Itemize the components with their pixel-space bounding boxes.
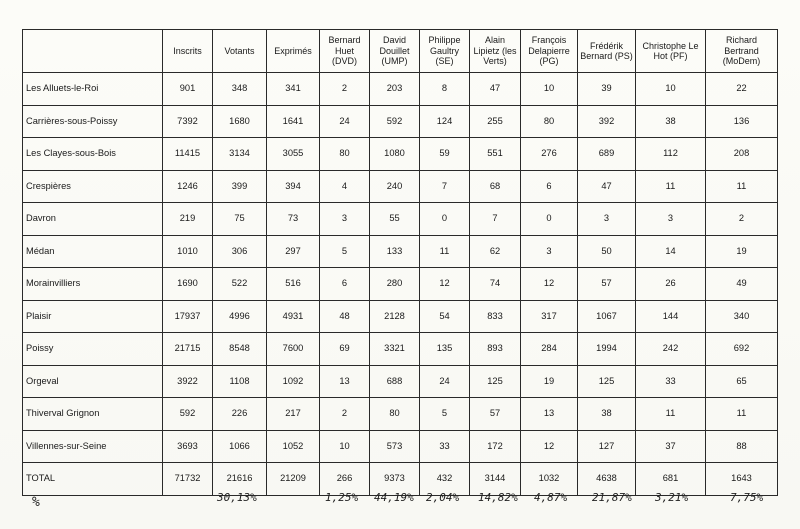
- cell-delapierre: 3: [521, 235, 578, 268]
- percent-gaultry: 2,04%: [426, 491, 460, 504]
- cell-votants: 75: [213, 203, 267, 236]
- cell-exprimes: 4931: [267, 300, 320, 333]
- cell-bertrand: 208: [706, 138, 778, 171]
- cell-inscrits: 7392: [163, 105, 213, 138]
- cell-inscrits: 21715: [163, 333, 213, 366]
- cell-bernard: 57: [578, 268, 636, 301]
- cell-douillet: 240: [370, 170, 420, 203]
- cell-inscrits: 3922: [163, 365, 213, 398]
- cell-bertrand: 11: [706, 170, 778, 203]
- results-table: [22, 29, 778, 496]
- header-lipietz: Alain Lipietz (les Verts): [470, 30, 521, 73]
- cell-gaultry: 8: [420, 73, 470, 106]
- table-row: [23, 105, 778, 138]
- cell-lipietz: 68: [470, 170, 521, 203]
- cell-commune: Poissy: [23, 333, 163, 366]
- cell-lehot: 11: [636, 398, 706, 431]
- cell-bernard: 392: [578, 105, 636, 138]
- header-lehot: Christophe Le Hot (PF): [636, 30, 706, 73]
- cell-exprimes: 73: [267, 203, 320, 236]
- cell-bernard: 3: [578, 203, 636, 236]
- cell-delapierre: 276: [521, 138, 578, 171]
- header-gaultry: Philippe Gaultry (SE): [420, 30, 470, 73]
- table-row: [23, 365, 778, 398]
- cell-delapierre: 80: [521, 105, 578, 138]
- cell-gaultry: 5: [420, 398, 470, 431]
- cell-commune: Les Clayes-sous-Bois: [23, 138, 163, 171]
- cell-lehot: 11: [636, 170, 706, 203]
- cell-lipietz: 551: [470, 138, 521, 171]
- cell-lipietz: 255: [470, 105, 521, 138]
- cell-bernard: 127: [578, 430, 636, 463]
- cell-douillet: 1080: [370, 138, 420, 171]
- cell-lehot: 38: [636, 105, 706, 138]
- cell-huet: 266: [320, 463, 370, 496]
- cell-votants: 1108: [213, 365, 267, 398]
- percent-delapierre: 4,87%: [534, 491, 568, 504]
- cell-lipietz: 125: [470, 365, 521, 398]
- cell-bertrand: 692: [706, 333, 778, 366]
- percent-label: %: [32, 495, 40, 510]
- cell-bernard: 50: [578, 235, 636, 268]
- cell-inscrits: 11415: [163, 138, 213, 171]
- cell-inscrits: 1690: [163, 268, 213, 301]
- header-douillet: David Douillet (UMP): [370, 30, 420, 73]
- cell-bertrand: 1643: [706, 463, 778, 496]
- cell-huet: 69: [320, 333, 370, 366]
- cell-huet: 2: [320, 73, 370, 106]
- cell-lehot: 37: [636, 430, 706, 463]
- header-bertrand: Richard Bertrand (MoDem): [706, 30, 778, 73]
- cell-bernard: 1067: [578, 300, 636, 333]
- cell-lehot: 681: [636, 463, 706, 496]
- header-exprimes: Exprimés: [267, 30, 320, 73]
- header-row: [23, 30, 778, 73]
- cell-exprimes: 1641: [267, 105, 320, 138]
- table-row: [23, 268, 778, 301]
- percent-votants: 30,13%: [217, 491, 257, 504]
- cell-exprimes: 1052: [267, 430, 320, 463]
- cell-votants: 4996: [213, 300, 267, 333]
- cell-huet: 3: [320, 203, 370, 236]
- cell-lehot: 14: [636, 235, 706, 268]
- cell-commune: Morainvilliers: [23, 268, 163, 301]
- cell-exprimes: 341: [267, 73, 320, 106]
- cell-bernard: 689: [578, 138, 636, 171]
- cell-commune: Médan: [23, 235, 163, 268]
- cell-douillet: 203: [370, 73, 420, 106]
- cell-delapierre: 12: [521, 430, 578, 463]
- cell-delapierre: 10: [521, 73, 578, 106]
- cell-douillet: 688: [370, 365, 420, 398]
- cell-bertrand: 11: [706, 398, 778, 431]
- cell-douillet: 2128: [370, 300, 420, 333]
- cell-huet: 2: [320, 398, 370, 431]
- cell-lehot: 242: [636, 333, 706, 366]
- cell-gaultry: 33: [420, 430, 470, 463]
- cell-gaultry: 24: [420, 365, 470, 398]
- cell-commune: Orgeval: [23, 365, 163, 398]
- cell-huet: 13: [320, 365, 370, 398]
- cell-gaultry: 54: [420, 300, 470, 333]
- cell-inscrits: 901: [163, 73, 213, 106]
- cell-bertrand: 49: [706, 268, 778, 301]
- cell-douillet: 80: [370, 398, 420, 431]
- header-votants: Votants: [213, 30, 267, 73]
- cell-commune: Villennes-sur-Seine: [23, 430, 163, 463]
- table-row: [23, 235, 778, 268]
- cell-inscrits: 219: [163, 203, 213, 236]
- cell-douillet: 3321: [370, 333, 420, 366]
- cell-lehot: 10: [636, 73, 706, 106]
- cell-exprimes: 3055: [267, 138, 320, 171]
- cell-exprimes: 217: [267, 398, 320, 431]
- header-bernard: Frédérik Bernard (PS): [578, 30, 636, 73]
- cell-votants: 348: [213, 73, 267, 106]
- cell-inscrits: 1010: [163, 235, 213, 268]
- percent-bertrand: 7,75%: [730, 491, 764, 504]
- cell-lipietz: 47: [470, 73, 521, 106]
- cell-lipietz: 833: [470, 300, 521, 333]
- cell-commune: Les Alluets-le-Roi: [23, 73, 163, 106]
- header-huet: Bernard Huet (DVD): [320, 30, 370, 73]
- table-row: [23, 203, 778, 236]
- cell-inscrits: 1246: [163, 170, 213, 203]
- cell-lehot: 26: [636, 268, 706, 301]
- percentages-row: [22, 489, 777, 513]
- cell-huet: 4: [320, 170, 370, 203]
- cell-bernard: 38: [578, 398, 636, 431]
- cell-delapierre: 0: [521, 203, 578, 236]
- cell-gaultry: 432: [420, 463, 470, 496]
- cell-delapierre: 317: [521, 300, 578, 333]
- cell-commune: Thiverval Grignon: [23, 398, 163, 431]
- cell-lipietz: 893: [470, 333, 521, 366]
- cell-bertrand: 2: [706, 203, 778, 236]
- percent-bernard: 21,87%: [592, 491, 632, 504]
- cell-bertrand: 136: [706, 105, 778, 138]
- cell-bernard: 1994: [578, 333, 636, 366]
- cell-lipietz: 7: [470, 203, 521, 236]
- header-commune: [23, 30, 163, 73]
- cell-inscrits: 17937: [163, 300, 213, 333]
- percent-douillet: 44,19%: [374, 491, 414, 504]
- cell-votants: 1680: [213, 105, 267, 138]
- cell-huet: 6: [320, 268, 370, 301]
- cell-bertrand: 65: [706, 365, 778, 398]
- cell-commune: Plaisir: [23, 300, 163, 333]
- cell-votants: 21616: [213, 463, 267, 496]
- cell-lehot: 3: [636, 203, 706, 236]
- cell-bernard: 47: [578, 170, 636, 203]
- cell-exprimes: 21209: [267, 463, 320, 496]
- table-row: [23, 138, 778, 171]
- cell-gaultry: 7: [420, 170, 470, 203]
- cell-bertrand: 22: [706, 73, 778, 106]
- cell-bernard: 125: [578, 365, 636, 398]
- cell-exprimes: 516: [267, 268, 320, 301]
- cell-votants: 1066: [213, 430, 267, 463]
- cell-gaultry: 124: [420, 105, 470, 138]
- cell-inscrits: 3693: [163, 430, 213, 463]
- cell-gaultry: 0: [420, 203, 470, 236]
- cell-votants: 8548: [213, 333, 267, 366]
- cell-exprimes: 394: [267, 170, 320, 203]
- cell-commune: Davron: [23, 203, 163, 236]
- cell-lipietz: 172: [470, 430, 521, 463]
- percent-huet: 1,25%: [325, 491, 359, 504]
- cell-douillet: 573: [370, 430, 420, 463]
- cell-votants: 399: [213, 170, 267, 203]
- table-row: [23, 430, 778, 463]
- cell-huet: 10: [320, 430, 370, 463]
- cell-lipietz: 74: [470, 268, 521, 301]
- table-row: [23, 73, 778, 106]
- cell-huet: 48: [320, 300, 370, 333]
- table-row: [23, 300, 778, 333]
- cell-douillet: 55: [370, 203, 420, 236]
- cell-huet: 24: [320, 105, 370, 138]
- cell-gaultry: 11: [420, 235, 470, 268]
- cell-exprimes: 1092: [267, 365, 320, 398]
- cell-delapierre: 13: [521, 398, 578, 431]
- cell-delapierre: 284: [521, 333, 578, 366]
- cell-commune: TOTAL: [23, 463, 163, 496]
- header-delapierre: François Delapierre (PG): [521, 30, 578, 73]
- cell-huet: 80: [320, 138, 370, 171]
- cell-bernard: 4638: [578, 463, 636, 496]
- cell-gaultry: 135: [420, 333, 470, 366]
- cell-commune: Crespières: [23, 170, 163, 203]
- cell-lipietz: 57: [470, 398, 521, 431]
- cell-delapierre: 12: [521, 268, 578, 301]
- cell-delapierre: 1032: [521, 463, 578, 496]
- cell-votants: 522: [213, 268, 267, 301]
- cell-lehot: 144: [636, 300, 706, 333]
- cell-delapierre: 6: [521, 170, 578, 203]
- cell-delapierre: 19: [521, 365, 578, 398]
- cell-huet: 5: [320, 235, 370, 268]
- cell-douillet: 133: [370, 235, 420, 268]
- cell-inscrits: 592: [163, 398, 213, 431]
- cell-bertrand: 19: [706, 235, 778, 268]
- cell-bernard: 39: [578, 73, 636, 106]
- table-row: [23, 333, 778, 366]
- percent-lehot: 3,21%: [655, 491, 689, 504]
- cell-votants: 3134: [213, 138, 267, 171]
- cell-lehot: 33: [636, 365, 706, 398]
- cell-lehot: 112: [636, 138, 706, 171]
- cell-votants: 306: [213, 235, 267, 268]
- table-row: [23, 170, 778, 203]
- cell-bertrand: 88: [706, 430, 778, 463]
- percent-lipietz: 14,82%: [478, 491, 518, 504]
- header-inscrits: Inscrits: [163, 30, 213, 73]
- cell-exprimes: 7600: [267, 333, 320, 366]
- cell-inscrits: 71732: [163, 463, 213, 496]
- cell-gaultry: 12: [420, 268, 470, 301]
- cell-douillet: 592: [370, 105, 420, 138]
- cell-douillet: 9373: [370, 463, 420, 496]
- cell-exprimes: 297: [267, 235, 320, 268]
- cell-bertrand: 340: [706, 300, 778, 333]
- table-row: [23, 398, 778, 431]
- cell-gaultry: 59: [420, 138, 470, 171]
- cell-votants: 226: [213, 398, 267, 431]
- cell-lipietz: 62: [470, 235, 521, 268]
- cell-douillet: 280: [370, 268, 420, 301]
- cell-commune: Carrières-sous-Poissy: [23, 105, 163, 138]
- cell-lipietz: 3144: [470, 463, 521, 496]
